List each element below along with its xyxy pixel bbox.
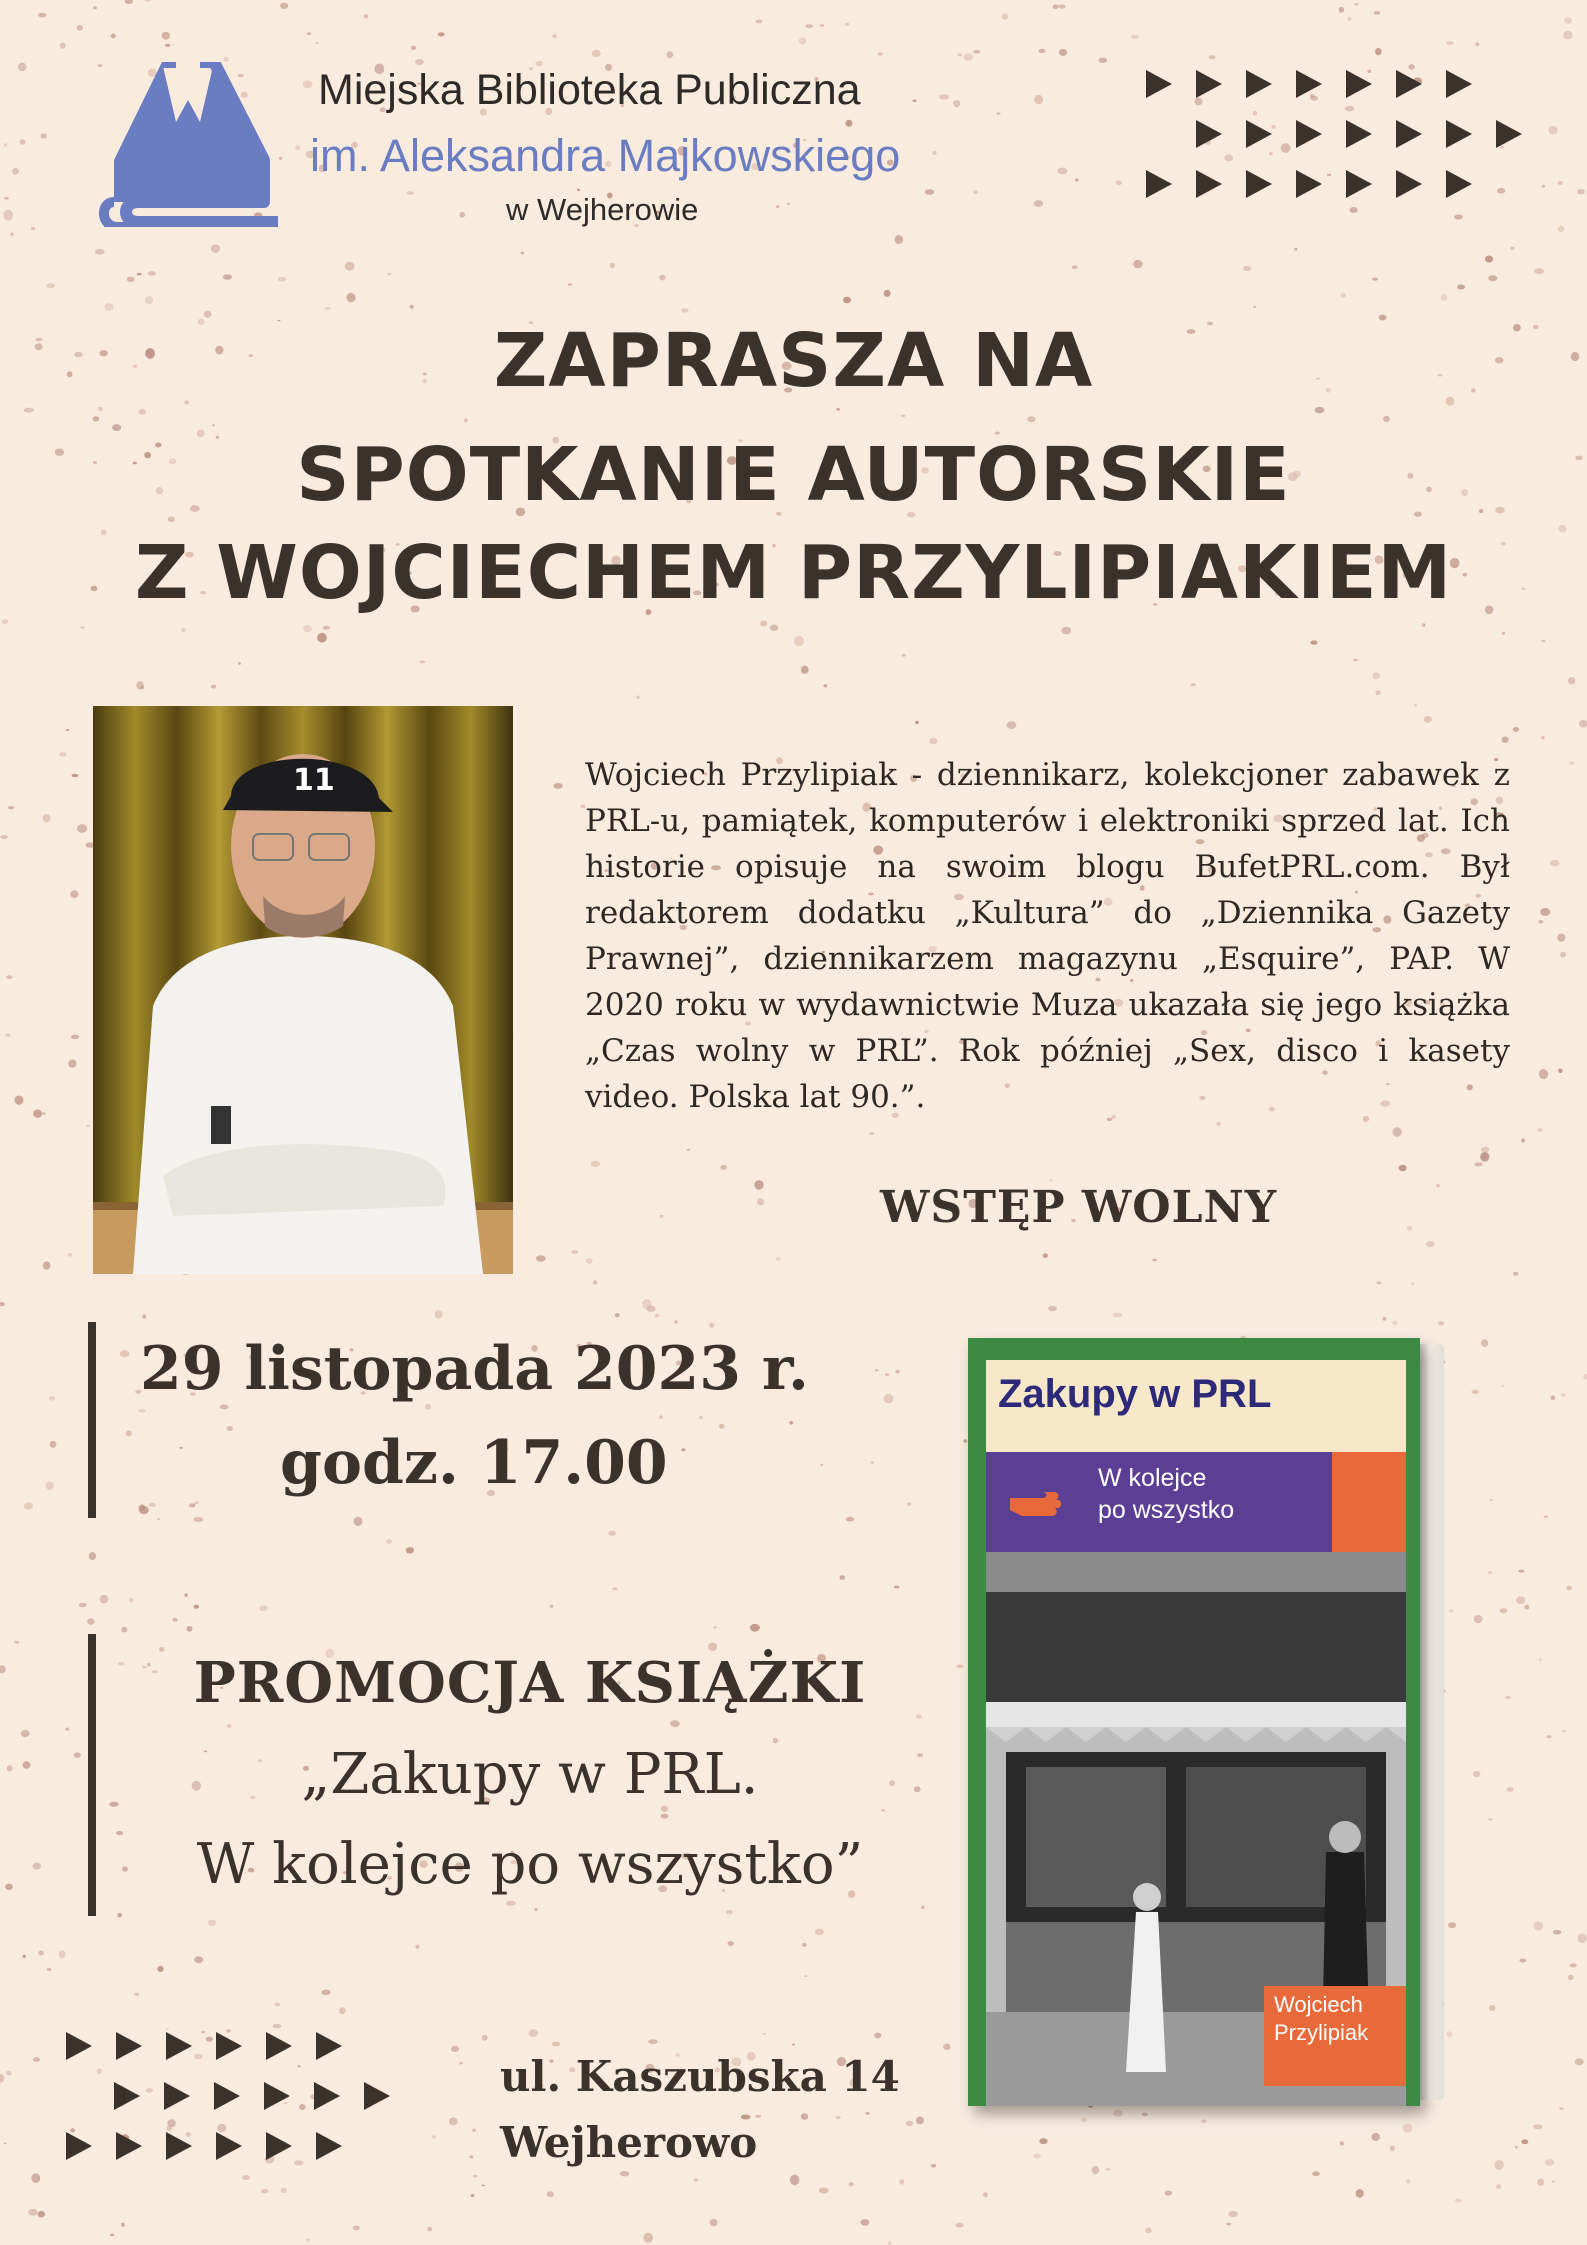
book-cover-author-1: Wojciech	[1274, 1992, 1363, 2017]
library-patron: im. Aleksandra Majkowskiego	[310, 130, 901, 181]
free-admission: WSTĘP WOLNY	[880, 1182, 1278, 1233]
book-pages-edge	[1420, 1344, 1444, 2100]
book-cover	[968, 1338, 1460, 2106]
library-city: w Wejherowie	[506, 192, 699, 227]
title-line-1: ZAPRASZA NA	[493, 318, 1094, 404]
arrows-decoration-top	[1146, 70, 1538, 198]
author-photo	[93, 706, 513, 1274]
library-name: Miejska Biblioteka Publiczna	[318, 66, 861, 114]
promo-heading: PROMOCJA KSIĄŻKI	[193, 1650, 867, 1716]
author-bio: Wojciech Przylipiak - dziennikarz, kolekcjoner zabawek z PRL-u, pamiątek, komputerów i elektroniki sprzed lat. Ich historie opisuje na swoim blogu BufetPRL.com. Był redaktorem dodatku „Kultura” do „Dziennika Gazety Prawnej”, dziennikarzem magazynu „Esquire”, PAP. W 2020 roku w wydawnictwie Muza ukazała się jego książka „Czas wolny w PRL”. Rok później „Sex, disco i kasety video. Polska lat 90.”.	[585, 757, 1510, 1115]
arrows-decoration-bottom	[66, 2032, 406, 2160]
book-logo-icon	[92, 62, 282, 227]
address-city: Wejherowo	[500, 2118, 758, 2167]
pointing-hand-icon	[1008, 1488, 1062, 1518]
svg-text:11: 11	[293, 763, 335, 798]
event-time: godz. 17.00	[280, 1428, 668, 1498]
promo-divider	[88, 1634, 96, 1916]
date-divider	[88, 1322, 96, 1518]
book-cover-subtitle-1: W kolejce	[1098, 1464, 1207, 1492]
book-cover-title: Zakupy w PRL	[998, 1372, 1272, 1416]
promo-book-title-2: W kolejce po wszystko”	[196, 1832, 864, 1897]
book-cover-author-2: Przylipiak	[1274, 2020, 1369, 2045]
promo-book-title-1: „Zakupy w PRL.	[301, 1742, 759, 1807]
title-line-2: SPOTKANIE AUTORSKIE	[296, 432, 1291, 518]
book-orange-block	[1332, 1452, 1406, 1552]
event-date: 29 listopada 2023 r.	[140, 1334, 809, 1404]
address-street: ul. Kaszubska 14	[500, 2052, 900, 2101]
title-line-3: Z WOJCIECHEM PRZYLIPIAKIEM	[134, 530, 1453, 616]
book-cover-subtitle-2: po wszystko	[1098, 1496, 1235, 1524]
book-front	[968, 1338, 1420, 2106]
